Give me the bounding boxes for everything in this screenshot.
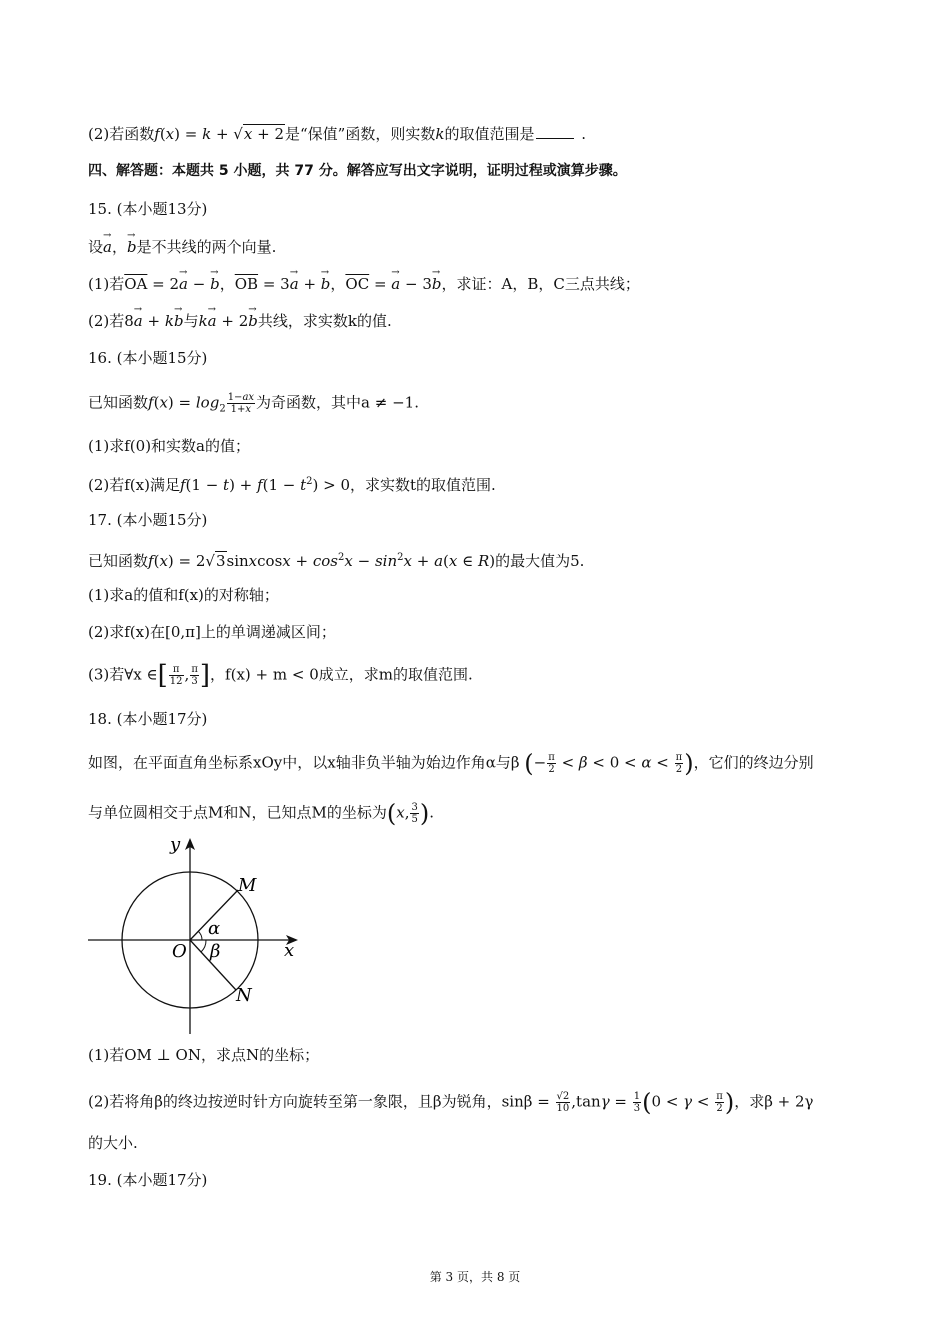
page-footer: 第 3 页，共 8 页 [429, 1270, 521, 1284]
q16-header: 16. (本小题15分) [88, 349, 208, 367]
beta-arc [201, 940, 206, 952]
q18-intro-line2: 与单位圆相交于点M和N，已知点M的坐标为(x, $\frac{3}{5}$ ). [88, 799, 435, 828]
q16-intro: 已知函数$f(x) = \log_2$ $\frac{1-ax}{1+x}$ 为奇函数，其中a ≠ −1. [88, 392, 419, 415]
label-beta: β [210, 941, 221, 962]
q18-header: 18. (本小题17分) [88, 710, 208, 728]
label-x: x [284, 940, 295, 961]
q16-part2: (2)若f(x)满足$f(1 - t) + f(1 - t^2) > 0$，求实数t的取值范围. [88, 476, 496, 494]
q14-part2: (2)若函数f(x) = k + √x + 2是“保值”函数，则实数k的取值范围是 . [88, 125, 587, 143]
q18-part1: (1)若OM ⊥ ON，求点N的坐标； [88, 1046, 320, 1064]
label-y: y [170, 834, 181, 855]
label-M: M [238, 875, 257, 896]
q15-header: 15. (本小题13分) [88, 200, 208, 218]
q18-part2: (2)若将角β的终边按逆时针方向旋转至第一象限，且β为锐角，sinβ = $\frac{√2}{10}$ ,tanγ = $\frac{1}{3}$ (0 < γ < $\frac{\pi}{2}$ )，求β + 2γ [88, 1088, 814, 1117]
q18-intro-line1: 如图，在平面直角坐标系xOy中，以x轴非负半轴为始边作角α与β (− $\frac{\pi}{2}$ < β < 0 < α < $\frac{\pi}{2}$ )，它们的终边分别 [88, 749, 814, 778]
q15-intro: 设→ a，→ b是不共线的两个向量. [88, 237, 276, 257]
label-O: O [172, 941, 187, 962]
q17-part3: (3)若∀x ∈[ $\frac{\pi}{12}$ , $\frac{\pi}{3}$ ]，f(x) + m < 0成立，求m的取值范围. [88, 660, 473, 691]
alpha-arc [198, 931, 202, 940]
unit-circle-figure [86, 834, 306, 1036]
q17-intro: 已知函数f(x) = 2√3sinxcosx + $\cos^2x - \sin^2x + a(x$ ∈ R)的最大值为5. [88, 552, 585, 570]
q16-part1: (1)求f(0)和实数a的值； [88, 437, 250, 455]
label-alpha: α [208, 918, 221, 939]
q18-part2-line2: 的大小. [88, 1134, 138, 1152]
q19-header: 19. (本小题17分) [88, 1171, 208, 1189]
answer-blank[interactable] [536, 124, 574, 139]
label-N: N [236, 985, 252, 1006]
q17-part2: (2)求f(x)在[0,π]上的单调递减区间； [88, 623, 336, 641]
q15-part2: (2)若8→ a + k→ b与k→ a + 2→ b共线，求实数k的值. [88, 311, 392, 331]
section-heading: 四、解答题：本题共 5 小题，共 77 分。解答应写出文字说明，证明过程或演算步骤。 [88, 163, 627, 179]
q17-part1: (1)求a的值和f(x)的对称轴； [88, 586, 279, 604]
q17-header: 17. (本小题15分) [88, 511, 208, 529]
q15-part1: (1)若$\overline{OA} = 2\to a$ − → b，$\overline{OB} = 3\to a$ + → b，$\overline{OC}$ = → a − 3→ b，求证：A，B，C三点共线； [88, 274, 640, 294]
